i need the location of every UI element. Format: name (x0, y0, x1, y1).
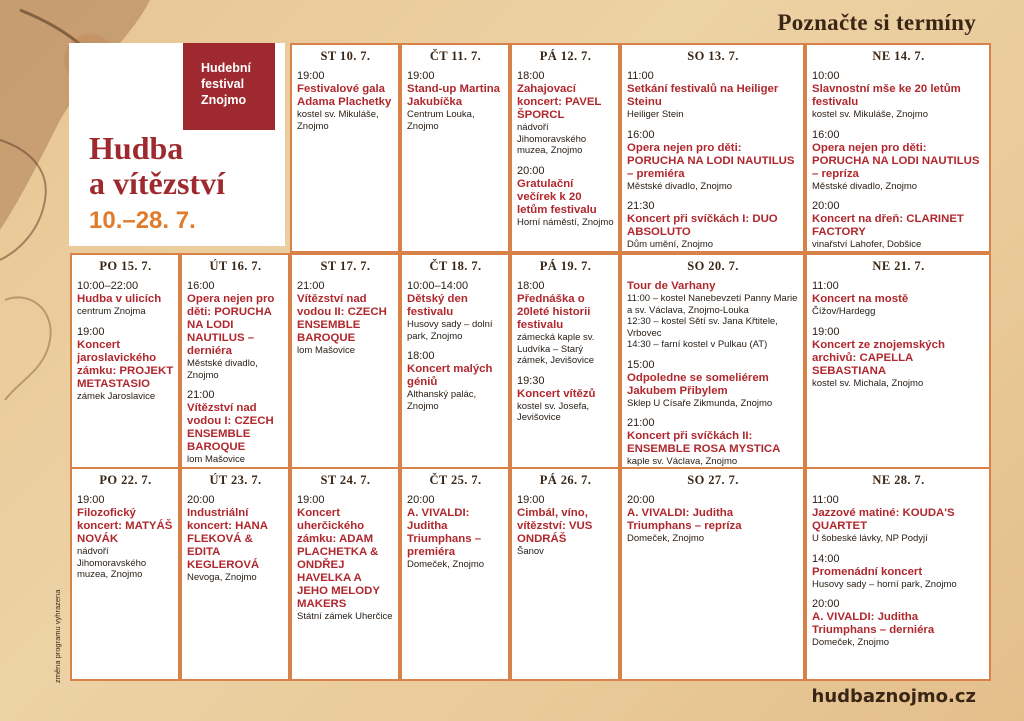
event-time: 19:00 (77, 494, 105, 506)
day-cell (510, 467, 620, 681)
event-place: Státní zámek Uherčice (297, 611, 393, 622)
day-cell (180, 253, 290, 469)
day-label: ST 17. 7. (320, 259, 371, 273)
day-label: ČT 11. 7. (429, 49, 482, 63)
event-time: 21:00 (187, 389, 215, 401)
event-name: Opera nejen pro děti: PORUCHA NA LODI NAUTILUS – repríza (812, 141, 980, 180)
event-place: Čížov/Hardegg (812, 306, 876, 317)
day-cell (180, 467, 290, 681)
event-time: 19:30 (517, 374, 545, 387)
event-place: Husovy sady – horní park, Znojmo (812, 578, 957, 590)
festival-dates: 10.–28. 7. (89, 207, 196, 234)
website-link[interactable]: hudbaznojmo.cz (811, 686, 976, 707)
event-place: Husovy sady – dolní park, Znojmo (407, 319, 493, 342)
event-time: 16:00 (812, 128, 840, 141)
day-cell (70, 467, 180, 681)
event-time: 20:00 (812, 598, 840, 610)
event-time: 20:00 (517, 164, 545, 177)
event-place: Městské divadlo, Znojmo (187, 358, 258, 381)
day-label: ČT 25. 7. (429, 473, 482, 487)
route-stop: 14:30 – farní kostel v Pulkau (AT) (627, 339, 768, 350)
event-time: 21:30 (627, 200, 655, 212)
event-time: 19:00 (517, 494, 545, 506)
event-name: Vítězství nad vodou I: CZECH ENSEMBLE BAROQUE (187, 402, 274, 453)
event-place: Centrum Louka, Znojmo (407, 109, 475, 132)
day-label: ÚT 16. 7. (209, 259, 262, 273)
day-label: PÁ 19. 7. (539, 259, 592, 273)
event-time: 16:00 (187, 280, 215, 292)
event (517, 375, 614, 424)
day-cell (290, 253, 400, 469)
event-time: 19:00 (297, 494, 325, 506)
event (77, 494, 174, 581)
day-cell (620, 43, 805, 253)
day-cell (400, 43, 510, 253)
event-name: Koncert vítězů (517, 387, 596, 400)
festival-title (89, 131, 225, 201)
event-time: 21:00 (297, 280, 325, 292)
event-place: kaple sv. Václava, Znojmo (627, 456, 738, 467)
event (187, 280, 284, 381)
event-place: Sklep U Císaře Zikmunda, Znojmo (627, 397, 773, 409)
event (627, 129, 799, 193)
logo-line: festival (201, 77, 245, 91)
day-cell (805, 467, 991, 681)
route-stop: 12:30 – kostel Sětí sv. Jana Křtitele, Vrbovec (627, 316, 778, 339)
event-name: Koncert jaroslavického zámku: PROJEKT METASTASIO (77, 338, 174, 390)
event-place: Dům umění, Znojmo (627, 239, 714, 250)
day-label: SO 13. 7. (687, 49, 739, 63)
day-cell (805, 43, 991, 253)
event-place: lom Mašovice (297, 345, 356, 356)
event-time: 10:00–22:00 (77, 280, 139, 292)
event-name: Filozofický koncert: MATYÁŠ NOVÁK (77, 507, 173, 545)
event-time: 19:00 (77, 325, 105, 338)
event (517, 165, 614, 229)
event-place: kostel sv. Michala, Znojmo (812, 377, 924, 389)
event-place: centrum Znojma (77, 306, 146, 317)
event-name: Gratulační večírek k 20 letům festivalu (517, 177, 597, 216)
event (297, 70, 394, 132)
event-time: 11:00 (812, 494, 839, 506)
logo-line: Znojmo (201, 93, 247, 107)
event-name: Jazzové matiné: KOUDA'S QUARTET (812, 507, 955, 532)
event-name: Setkání festivalů na Heiliger Steinu (627, 83, 779, 108)
event-time: 19:00 (812, 325, 840, 338)
event-place: kostel sv. Josefa, Jevišovice (517, 400, 590, 423)
day-label: ST 10. 7. (320, 49, 371, 63)
route-stop: 11:00 – kostel Nanebevzetí Panny Marie a sv. Václava, Znojmo-Louka (627, 293, 798, 316)
event (407, 70, 504, 132)
day-label: NE 21. 7. (872, 259, 925, 273)
event-time: 11:00 (627, 70, 654, 82)
event-place: Nevoga, Znojmo (187, 572, 257, 583)
event-name: Koncert na dřeň: CLARINET FACTORY (812, 213, 964, 238)
event-name: Vítězství nad vodou II: CZECH ENSEMBLE BAROQUE (297, 293, 387, 344)
event-place: lom Mašovice (187, 454, 246, 465)
event-name: Stand-up Martina Jakubíčka (407, 83, 501, 108)
day-cell (510, 43, 620, 253)
event-name: Odpoledne se someliérem Jakubem Přibylem (627, 371, 769, 397)
event-name: Koncert při svíčkách II: ENSEMBLE ROSA MYSTICA (627, 430, 781, 455)
event-place: U šobeské lávky, NP Podyjí (812, 533, 928, 544)
event-place: Městské divadlo, Znojmo (812, 180, 918, 192)
event-place: nádvoří Jihomoravského muzea, Znojmo (77, 546, 147, 580)
event (407, 494, 504, 571)
event (812, 280, 985, 318)
event-name: Koncert malých géniů (407, 363, 493, 388)
logo-line: Hudební (201, 61, 251, 75)
event-name: Tour de Varhany (627, 280, 716, 292)
event (812, 598, 985, 649)
event-time: 11:00 (812, 280, 839, 292)
event-place: Šanov (517, 546, 544, 557)
event-time: 18:00 (517, 280, 545, 292)
event-name: Opera nejen pro děti: PORUCHA NA LODI NAUTILUS – derniéra (187, 293, 275, 357)
event-time: 20:00 (407, 494, 435, 506)
event-place: Domeček, Znojmo (812, 637, 890, 648)
day-cell (400, 253, 510, 469)
event-name: Dětský den festivalu (407, 293, 468, 318)
day-label: ST 24. 7. (320, 473, 371, 487)
event-name: A. VIVALDI: Juditha Triumphans – repríza (627, 507, 742, 532)
event-place: vinařství Lahofer, Dobšice (812, 239, 922, 250)
event (627, 70, 799, 121)
event-name: Festivalové gala Adama Plachetky (297, 83, 392, 108)
event (812, 326, 985, 390)
program-change-notice (53, 572, 65, 692)
event-name: Cimbál, víno, vítězství: VUS ONDRÁŠ (517, 507, 593, 545)
event-time: 20:00 (627, 494, 655, 506)
day-cell (290, 43, 400, 253)
festival-logo (183, 43, 275, 130)
event (407, 350, 504, 412)
day-cell (510, 253, 620, 469)
day-label: ČT 18. 7. (429, 259, 482, 273)
event-name: Promenádní koncert (812, 565, 923, 578)
event-name: Opera nejen pro děti: PORUCHA NA LODI NAUTILUS – premiéra (627, 141, 795, 180)
day-label: PO 15. 7. (99, 259, 152, 273)
event (812, 553, 985, 591)
event (812, 494, 985, 545)
event-place: kostel sv. Mikuláše, Znojmo (297, 109, 379, 132)
day-cell (70, 253, 180, 469)
day-cell (400, 467, 510, 681)
event-place: Althanský palác, Znojmo (407, 389, 477, 412)
event-name: Industriální koncert: HANA FLEKOVÁ & EDITA KEGLEROVÁ (187, 507, 268, 571)
event (627, 417, 799, 468)
event-time: 10:00 (812, 70, 840, 82)
event-place: kostel sv. Mikuláše, Znojmo (812, 109, 928, 120)
day-cell (805, 253, 991, 469)
event (297, 280, 394, 357)
event-time: 14:00 (812, 552, 840, 565)
event-time: 19:00 (407, 70, 435, 82)
event (407, 280, 504, 342)
event (297, 494, 394, 623)
event (517, 280, 614, 367)
festival-title-line: a vítězství (89, 165, 225, 201)
event (77, 326, 174, 403)
event (187, 494, 284, 584)
notice-text: změna programu vyhrazena (53, 589, 62, 683)
event (627, 359, 799, 410)
event-name: Hudba v ulicích (77, 293, 162, 305)
event-place: nádvoří Jihomoravského muzea, Znojmo (517, 122, 587, 156)
event-time: 18:00 (407, 350, 435, 362)
event-time: 16:00 (627, 128, 655, 141)
day-label: SO 20. 7. (687, 259, 739, 273)
event (627, 494, 799, 545)
event-name: Přednáška o 20leté historii festivalu (517, 293, 591, 331)
event-time: 18:00 (517, 70, 545, 82)
event-name: Slavnostní mše ke 20 letům festivalu (812, 83, 961, 108)
event-time: 20:00 (812, 200, 840, 212)
day-cell (620, 467, 805, 681)
event-time: 15:00 (627, 358, 655, 371)
event (77, 280, 174, 318)
event-place: Domeček, Znojmo (627, 533, 705, 544)
event-name: Zahajovací koncert: PAVEL ŠPORCL (517, 83, 602, 121)
day-cell (290, 467, 400, 681)
day-label: PÁ 12. 7. (539, 49, 592, 63)
event (517, 494, 614, 558)
day-label: SO 27. 7. (687, 473, 739, 487)
event-time: 10:00–14:00 (407, 280, 469, 292)
event (812, 129, 985, 193)
event-name: Koncert uherčického zámku: ADAM PLACHETKA & ONDŘEJ HAVELKA A JEHO MELODY MAKERS (297, 507, 380, 610)
event (812, 70, 985, 121)
event-place: Městské divadlo, Znojmo (627, 180, 733, 192)
day-label: NE 14. 7. (872, 49, 925, 63)
day-label: PÁ 26. 7. (539, 473, 592, 487)
event-place: zámecká kaple sv. Ludvíka – Starý zámek, Jevišovice (517, 332, 595, 366)
day-label: ÚT 23. 7. (209, 473, 262, 487)
event-place: Heiliger Stein (627, 109, 684, 120)
event-place: Domeček, Znojmo (407, 559, 485, 570)
event-place: zámek Jaroslavice (77, 390, 156, 402)
festival-title-line: Hudba (89, 130, 184, 166)
day-cell (620, 253, 805, 469)
event-time: 21:00 (627, 417, 655, 429)
day-label: PO 22. 7. (99, 473, 152, 487)
day-label: NE 28. 7. (872, 473, 925, 487)
event (812, 200, 985, 251)
event (627, 200, 799, 251)
event (517, 70, 614, 157)
event (187, 389, 284, 466)
event-name: Koncert na mostě (812, 293, 909, 305)
event-time: 20:00 (187, 494, 215, 506)
event-name: Koncert při svíčkách I: DUO ABSOLUTO (627, 213, 778, 238)
event-place: Horní náměstí, Znojmo (517, 216, 614, 228)
page-heading: Poznačte si termíny (777, 10, 976, 35)
event-name: A. VIVALDI: Juditha Triumphans – premiéra (407, 507, 482, 558)
event (627, 280, 799, 351)
event-name: Koncert ze znojemských archivů: CAPELLA SEBASTIANA (812, 338, 945, 377)
event-name: A. VIVALDI: Juditha Triumphans – derniéra (812, 611, 935, 636)
event-time: 19:00 (297, 70, 325, 82)
